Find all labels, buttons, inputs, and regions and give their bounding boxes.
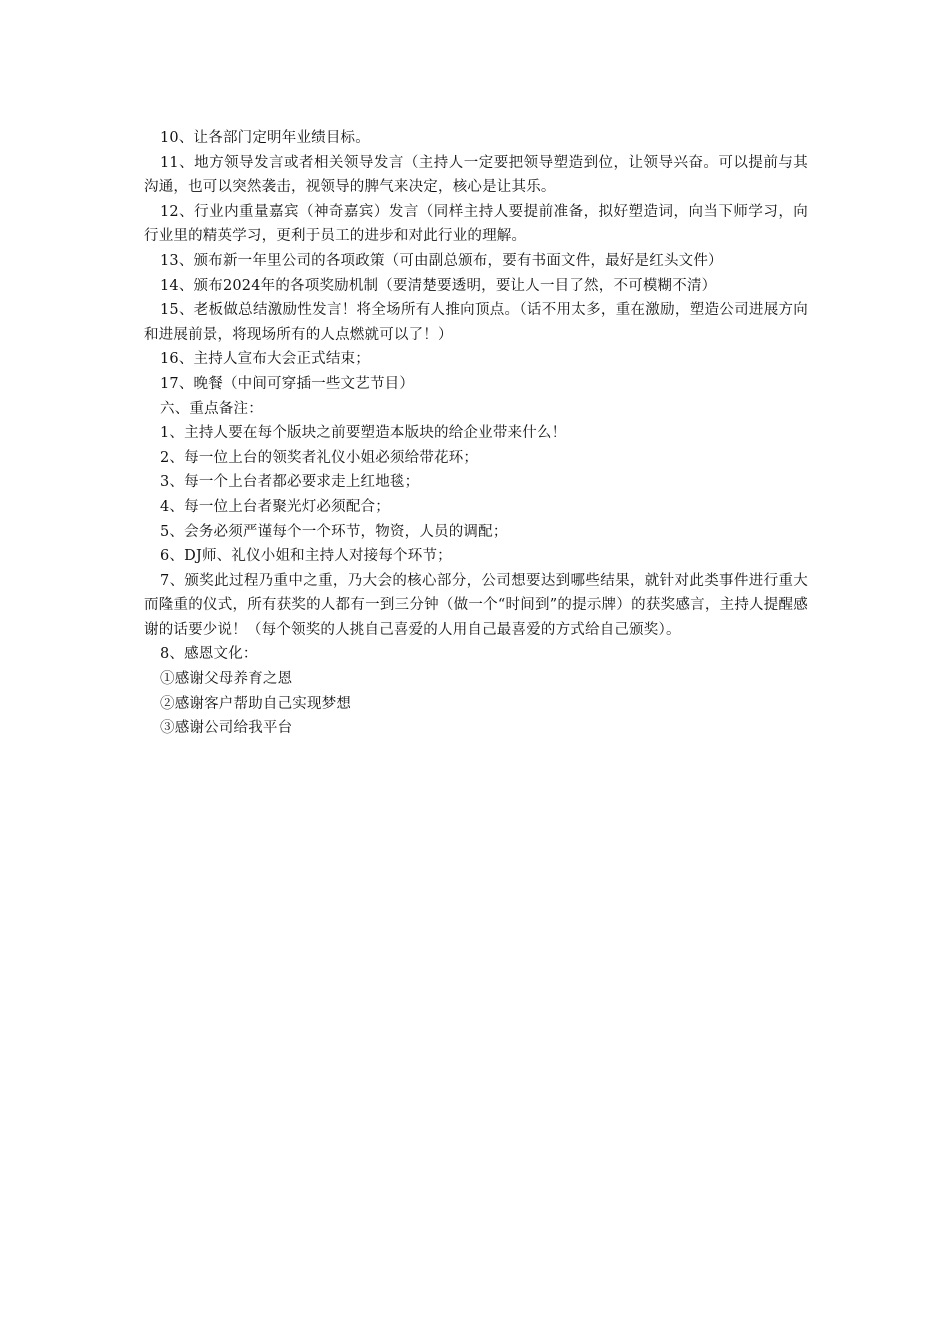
agenda-item-16: 16、主持人宣布大会正式结束； [160, 351, 370, 368]
agenda-item-12: 12、行业内重量嘉宾（神奇嘉宾）发言（同样主持人要提前准备，拟好塑造词，向当下师学习，向行业里的精英学习，更利于员工的进步和对此行业的理解。 [144, 203, 808, 245]
note-item-8: 8、感恩文化： [160, 646, 258, 663]
agenda-item-15: 15、老板做总结激励性发言！将全场所有人推向顶点。（话不用太多，重在激励，塑造公司进展方向和进展前景，将现场所有的人点燃就可以了！） [144, 302, 808, 343]
gratitude-item-2: ②感谢客户帮助自己实现梦想 [160, 695, 352, 712]
gratitude-item-1: ①感谢父母养育之恩 [160, 671, 293, 688]
agenda-item-17: 17、晚餐（中间可穿插一些文艺节目） [160, 375, 415, 392]
agenda-item-11: 11、地方领导发言或者相关领导发言（主持人一定要把领导塑造到位，让领导兴奋。可以提前与其沟通，也可以突然袭击，视领导的脾气来决定，核心是让其乐。 [144, 154, 808, 196]
note-item-7: 7、颁奖此过程乃重中之重，乃大会的核心部分，公司想要达到哪些结果，就针对此类事件进行重大而隆重的仪式，所有获奖的人都有一到三分钟（做一个“时间到”的提示牌）的获奖感言，主持人提醒感谢的话要少说！（每个领奖的人挑自己喜爱的人用自己最喜爱的方式给自己颁奖）。 [144, 572, 808, 638]
note-item-6: 6、DJ师、礼仪小姐和主持人对接每个环节； [160, 548, 452, 565]
note-item-4: 4、每一位上台者聚光灯必须配合； [160, 498, 390, 515]
gratitude-item-3: ③感谢公司给我平台 [160, 720, 293, 737]
agenda-item-13: 13、颁布新一年里公司的各项政策（可由副总颁布，要有书面文件，最好是红头文件） [160, 252, 723, 269]
note-item-1: 1、主持人要在每个版块之前要塑造本版块的给企业带来什么！ [160, 425, 567, 442]
note-item-2: 2、每一位上台的领奖者礼仪小姐必须给带花环； [160, 449, 479, 466]
section-heading-notes: 六、重点备注： [160, 400, 263, 417]
document-body [144, 126, 808, 741]
note-item-5: 5、会务必须严谨每个一个环节，物资，人员的调配； [160, 523, 508, 540]
note-item-3: 3、每一个上台者都必要求走上红地毯； [160, 474, 420, 491]
agenda-item-10: 10、让各部门定明年业绩目标。 [160, 130, 370, 146]
agenda-item-14: 14、颁布2024年的各项奖励机制（要清楚要透明，要让人一目了然，不可模糊不清） [160, 277, 717, 294]
